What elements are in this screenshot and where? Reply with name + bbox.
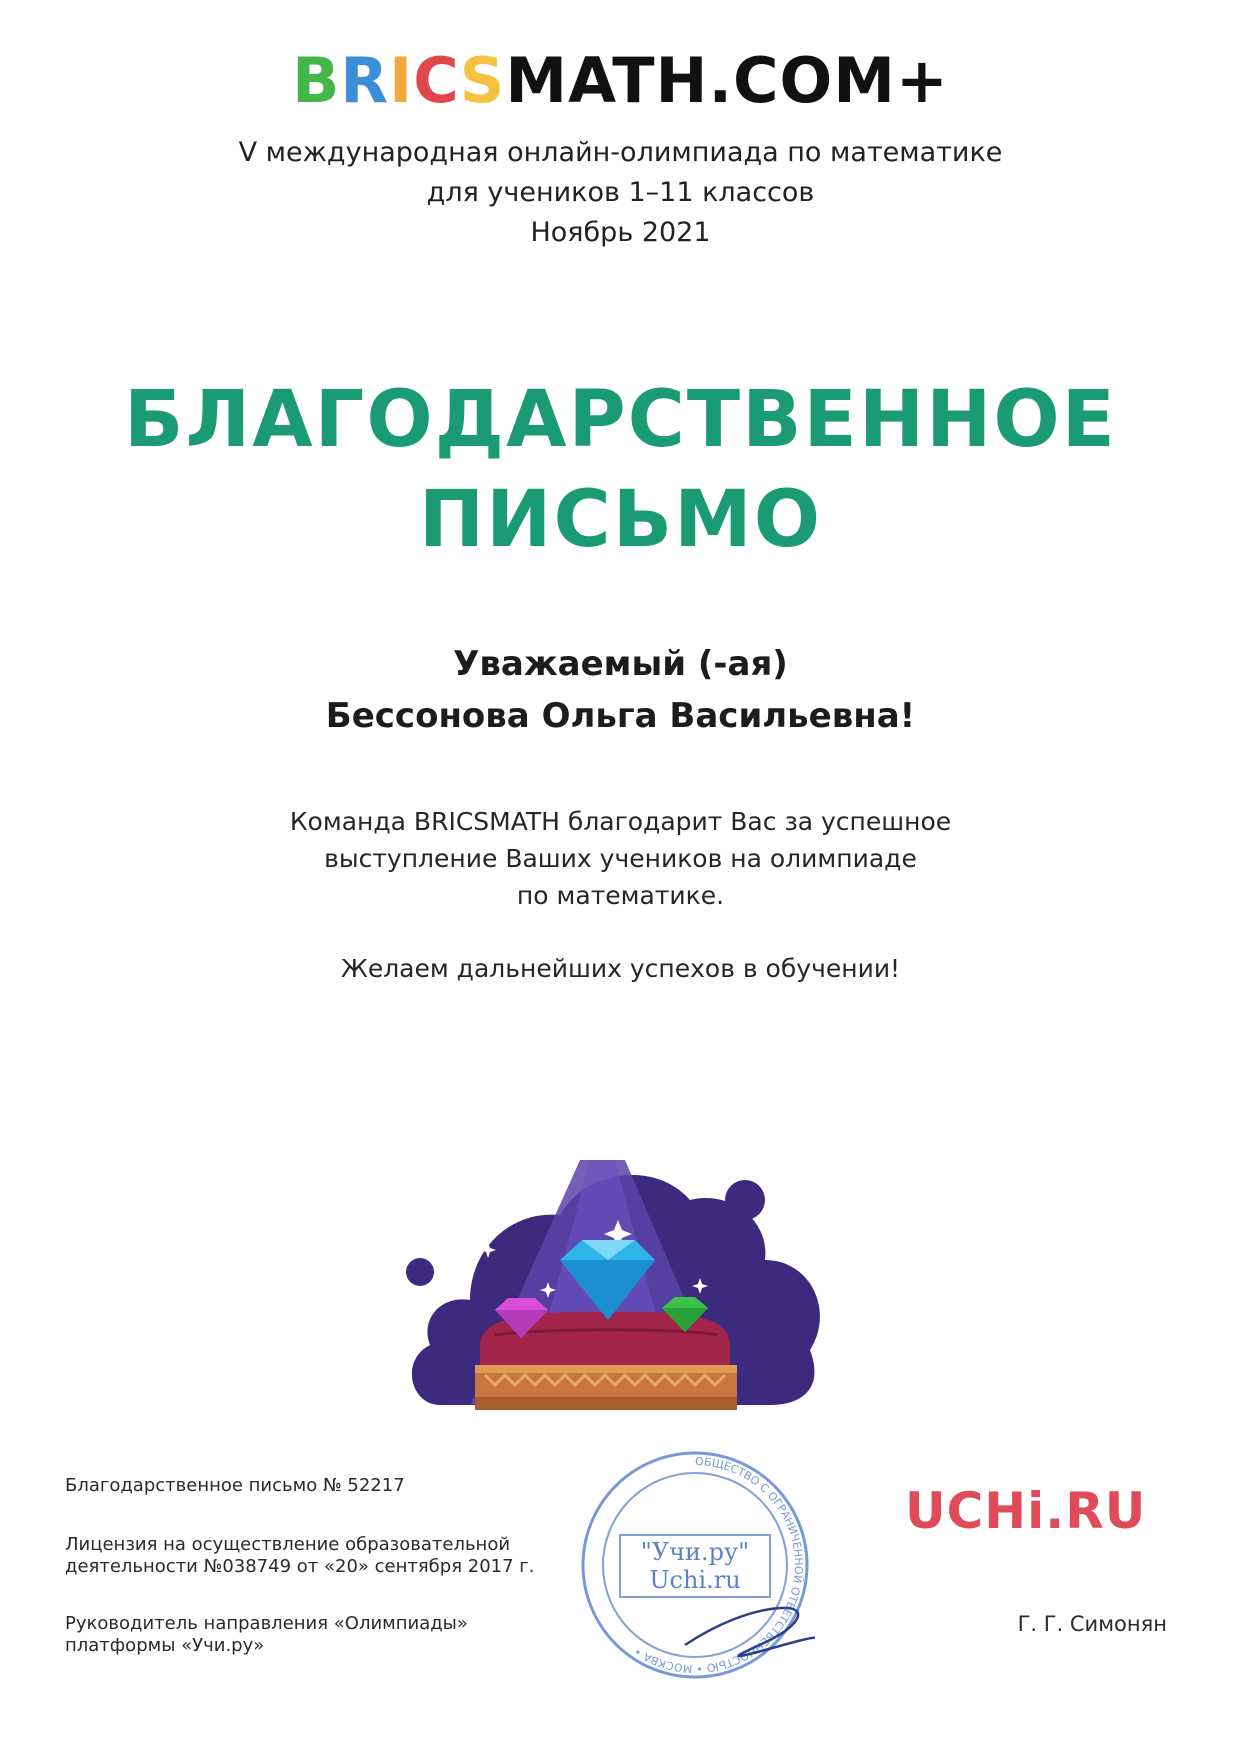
message-line-1: Команда BRICSMATH благодарит Вас за успешное bbox=[289, 807, 952, 836]
title-line-1: БЛАГОДАРСТВЕННОЕ bbox=[124, 375, 1117, 465]
role-line-1: Руководитель направления «Олимпиады» bbox=[65, 1613, 468, 1634]
greeting-salutation: Уважаемый (-ая) bbox=[453, 644, 788, 684]
license-line-1: Лицензия на осуществление образовательной bbox=[65, 1534, 511, 1555]
footer-info bbox=[65, 1475, 535, 1657]
message-line-3: по математике. bbox=[516, 881, 725, 910]
greeting bbox=[0, 638, 1241, 742]
message-body bbox=[0, 803, 1241, 987]
treasure-chest-illustration bbox=[400, 1160, 830, 1410]
stamp-ring-text: ОБЩЕСТВО С ОГРАНИЧЕННОЙ ОТВЕТСТВЕННОСТЬЮ • МОСКВА • bbox=[632, 1454, 806, 1676]
logo-letter-c: C bbox=[413, 44, 460, 117]
letter-number: Благодарственное письмо № 52217 bbox=[65, 1475, 405, 1496]
message-wish: Желаем дальнейших успехов в обучении! bbox=[340, 954, 901, 983]
uchi-logo: UCHi.RU bbox=[905, 1482, 1147, 1540]
logo-letter-b: B bbox=[292, 44, 341, 117]
signer-role bbox=[65, 1613, 535, 1657]
organization-stamp bbox=[575, 1440, 815, 1710]
olympiad-title: V международная онлайн-олимпиада по математике bbox=[238, 137, 1003, 168]
message-line-2: выступление Ваших учеников на олимпиаде bbox=[324, 844, 917, 873]
logo-letter-r: R bbox=[340, 44, 390, 117]
stamp-text-ru: "Учи.ру" bbox=[640, 1538, 750, 1566]
letter-title bbox=[0, 370, 1241, 570]
recipient-name: Бессонова Ольга Васильевна! bbox=[325, 696, 916, 736]
olympiad-grades: для учеников 1–11 классов bbox=[426, 177, 815, 208]
olympiad-date: Ноябрь 2021 bbox=[530, 217, 711, 248]
stamp-text-en: Uchi.ru bbox=[649, 1566, 741, 1594]
signer-name: Г. Г. Симонян bbox=[1017, 1612, 1167, 1636]
logo-letter-i: I bbox=[389, 44, 414, 117]
license-info bbox=[65, 1534, 535, 1578]
olympiad-header bbox=[0, 133, 1241, 253]
logo-rest: MATH.COM+ bbox=[505, 44, 949, 117]
license-line-2: деятельности №038749 от «20» сентября 2017 г. bbox=[65, 1556, 535, 1577]
chest-base bbox=[475, 1365, 737, 1410]
bricsmath-logo bbox=[0, 44, 1241, 117]
role-line-2: платформы «Учи.ру» bbox=[65, 1635, 265, 1656]
title-line-2: ПИСЬМО bbox=[418, 475, 823, 565]
logo-letter-s: S bbox=[459, 44, 506, 117]
